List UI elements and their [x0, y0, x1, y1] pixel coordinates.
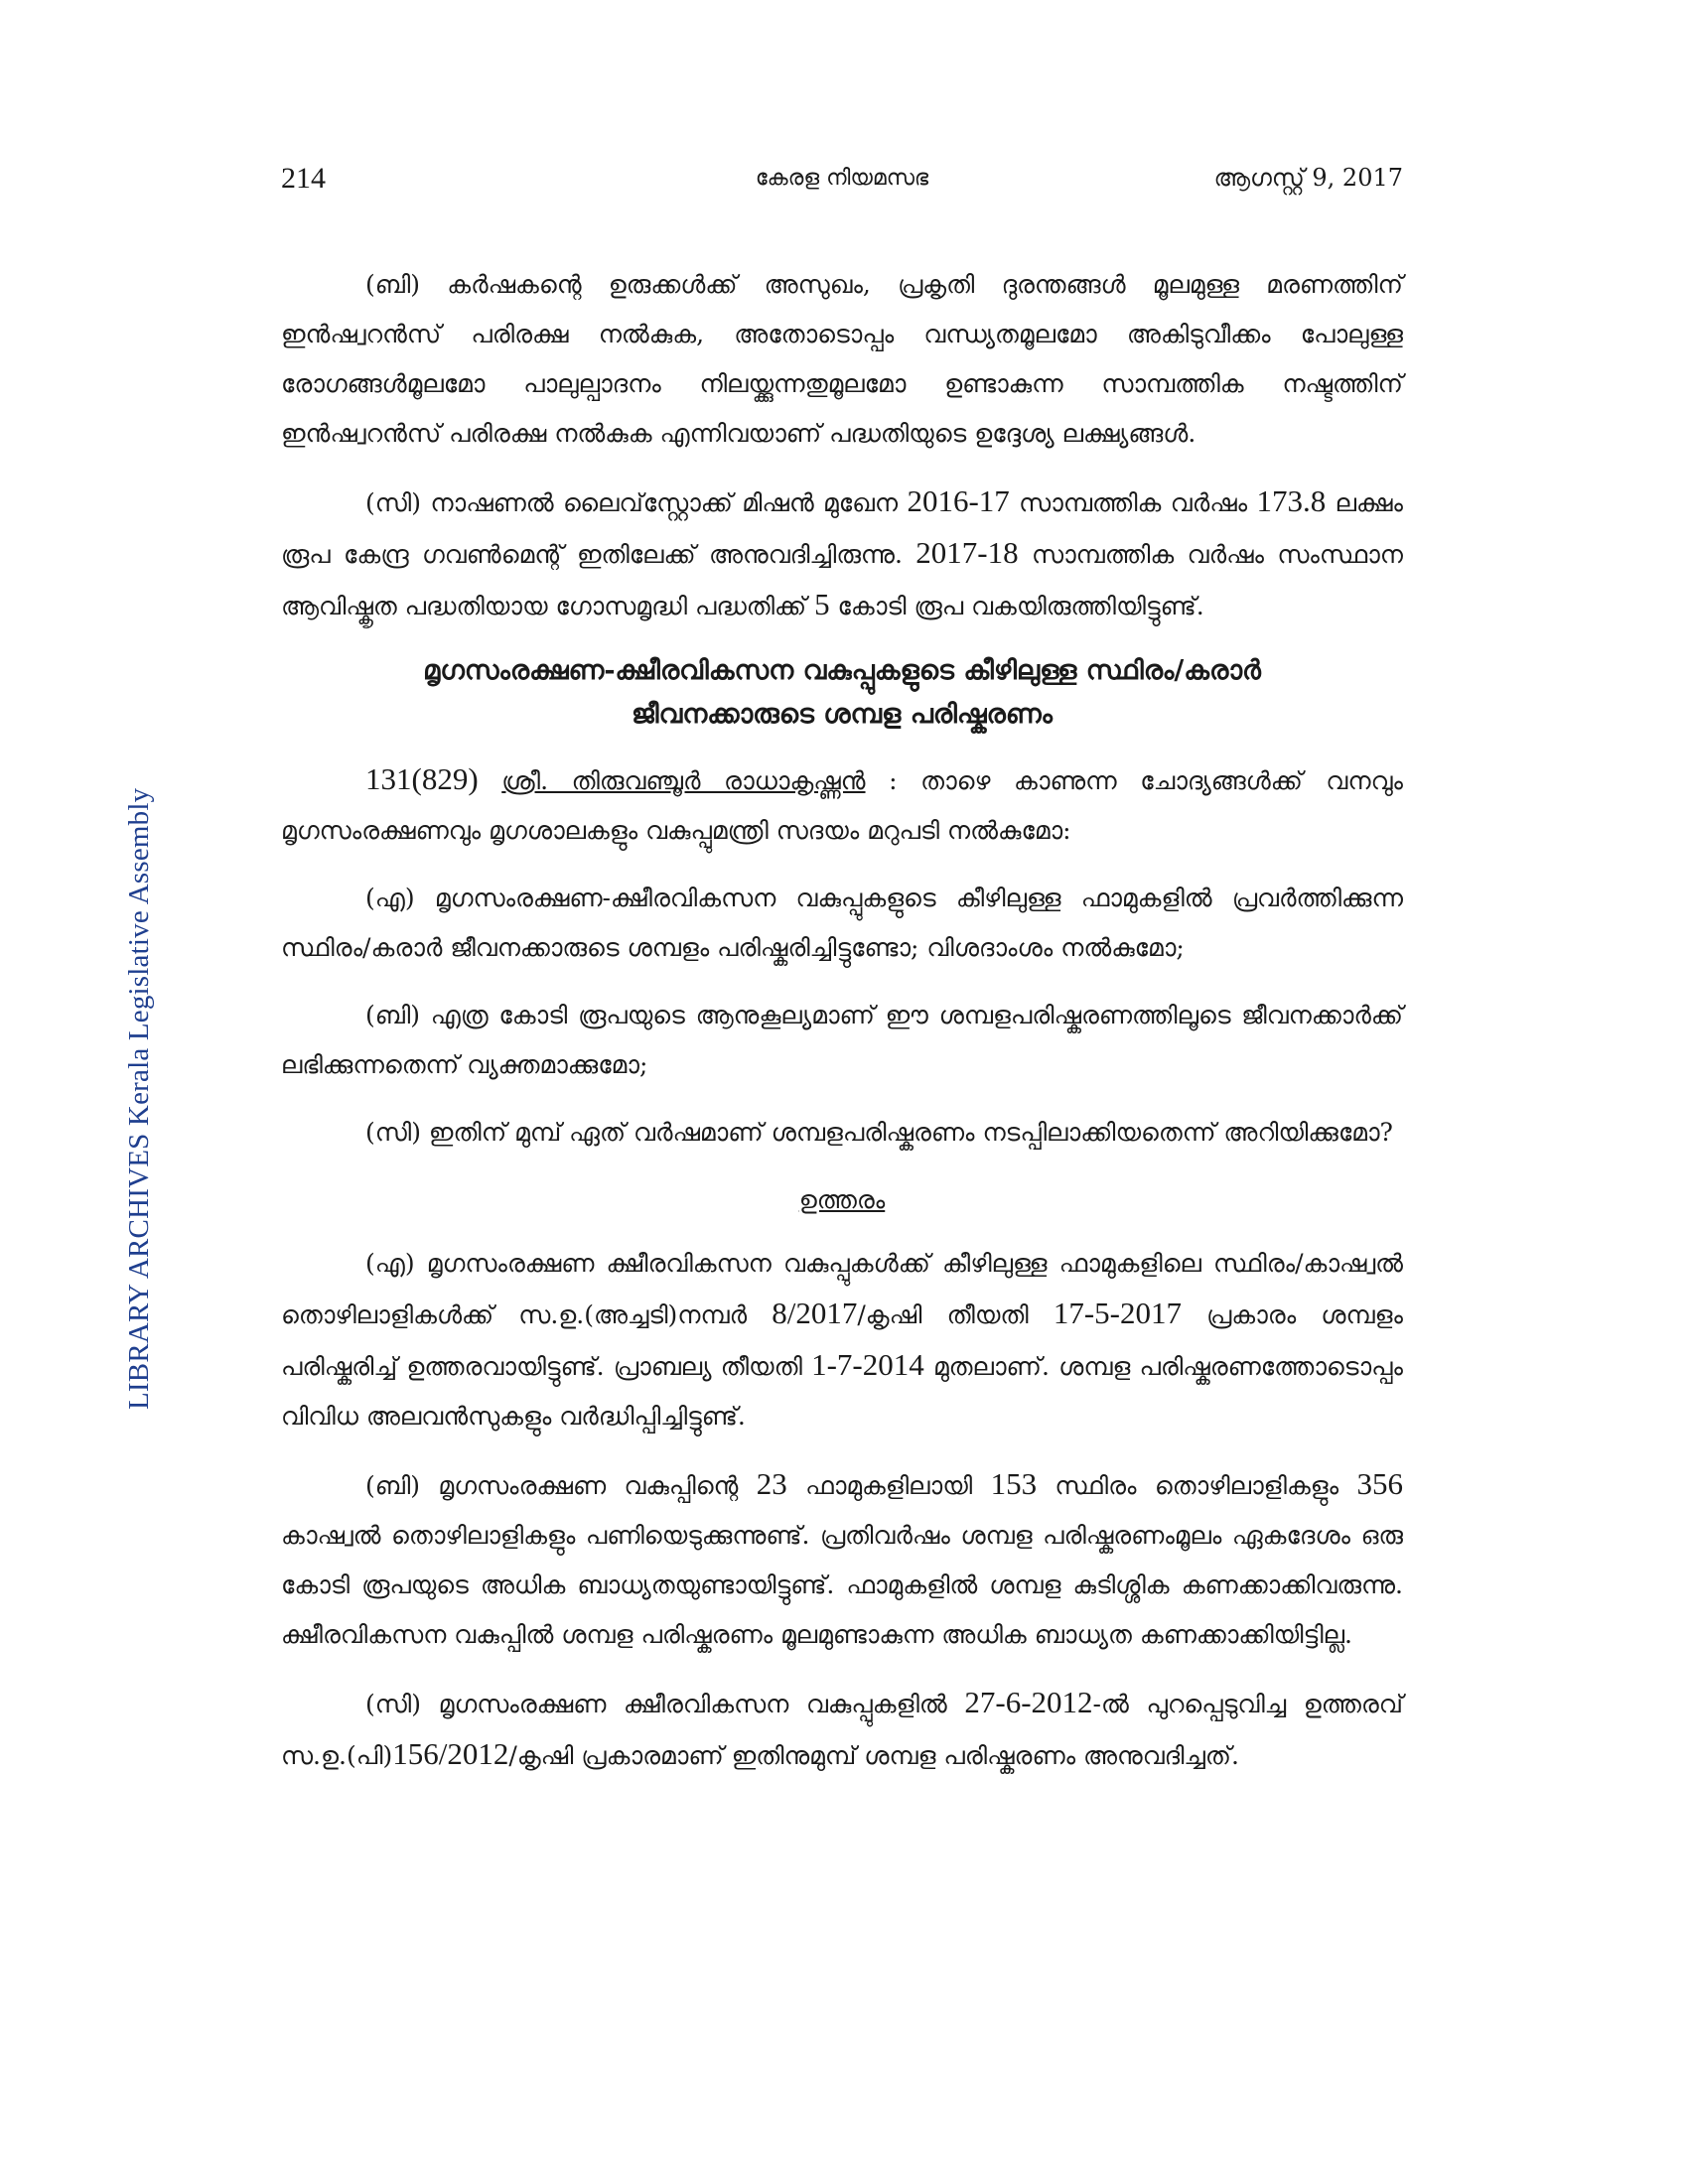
- number-run: 8/2017: [772, 1296, 858, 1330]
- text-run: (സി) നാഷണൽ ലൈവ്‌സ്റ്റോക്ക് മിഷൻ മുഖേന: [365, 488, 908, 517]
- question-a: (എ) മൃഗസംരക്ഷണ-ക്ഷീരവികസന വകുപ്പുകളുടെ കീഴിലുള്ള ഫാമുകളിൽ പ്രവർത്തിക്കുന്ന സ്ഥിരം/കരാർ ജീവനക്കാരുടെ ശമ്പളം പരിഷ്കരിച്ചിട്ടുണ്ടോ; വിശദാംശം നൽകുമോ;: [281, 884, 1403, 962]
- text-run: പ്രകാരം ശമ്പളം പരിഷ്കരിച്ച് ഉത്തരവായിട്ടുണ്ട്. പ്രാബല്യ തീയതി: [281, 1300, 1404, 1381]
- text-run: മുതലാണ്. ശമ്പള പരിഷ്കരണത്തോടൊപ്പം വിവിധ അലവൻസുകളും വർദ്ധിപ്പിച്ചിട്ടുണ്ട്.: [281, 1352, 1403, 1431]
- number-run: 17-5-2017: [1053, 1296, 1182, 1330]
- answer-title: [281, 1175, 1403, 1225]
- text-run: -ൽ പുറപ്പെടുവിച്ച ഉത്തരവ് സ.ഉ.(പി): [281, 1690, 1403, 1770]
- text-run: (ബി) മൃഗസംരക്ഷണ വകുപ്പിന്റെ: [365, 1471, 757, 1500]
- text-run: /കൃഷി തീയതി: [857, 1300, 1054, 1329]
- header-date: ആഗസ്റ്റ് 9, 2017: [1213, 164, 1403, 192]
- previous-answer-c: [281, 477, 1403, 631]
- question-c: (സി) ഇതിന് മുമ്പ് ഏത് വർഷമാണ് ശമ്പളപരിഷ്കരണം നടപ്പിലാക്കിയതെന്ന് അറിയിക്കുമോ?: [365, 1118, 1393, 1147]
- number-run: 23: [756, 1466, 787, 1501]
- question-intro-text: : താഴെ കാണുന്ന ചോദ്യങ്ങൾക്ക് വനവും മൃഗസംരക്ഷണവും മൃഗശാലകളും വകുപ്പുമന്ത്രി സദയം മറുപടി നൽകുമോ:: [281, 766, 1403, 845]
- page-number: 214: [281, 162, 326, 195]
- number-run: 5: [814, 587, 830, 621]
- member-name: ശ്രീ. തിരുവഞ്ചൂർ രാധാകൃഷ്ണൻ: [501, 766, 866, 795]
- text-run: സാമ്പത്തിക വർഷം സംസ്ഥാന ആവിഷ്കൃത പദ്ധതിയായ ഗോസമൃദ്ധി പദ്ധതിക്ക്: [281, 540, 1403, 620]
- number-run: 153: [990, 1466, 1038, 1501]
- text-run: സ്ഥിരം തൊഴിലാളികളും: [1037, 1471, 1357, 1500]
- text-run: (എ) മൃഗസംരക്ഷണ ക്ഷീരവികസന വകുപ്പുകൾക്ക് കീഴിലുള്ള ഫാമുകളിലെ സ്ഥിരം/കാഷ്വൽ തൊഴിലാളികൾക്ക് സ.ഉ.(അച്ചടി)നമ്പർ: [281, 1249, 1403, 1329]
- text-run: ഫാമുകളിലായി: [786, 1471, 991, 1500]
- question-number: 131(829): [365, 761, 479, 796]
- section-heading-line: ജീവനക്കാരുടെ ശമ്പള പരിഷ്കരണം: [632, 699, 1053, 730]
- number-run: 356: [1356, 1466, 1403, 1501]
- text-run: കോടി രൂപ വകയിരുത്തിയിട്ടുണ്ട്.: [829, 592, 1204, 620]
- number-run: 2017-18: [915, 535, 1019, 570]
- previous-answer-b: (ബി) കർഷകന്റെ ഉരുക്കൾക്ക് അസുഖം, പ്രകൃതി ദുരന്തങ്ങൾ മൂലമുള്ള മരണത്തിന് ഇൻഷ്വറൻസ് പരിരക്ഷ നൽകുക, അതോടൊപ്പം വന്ധ്യതമൂലമോ അകിടുവീക്കം പോലുള്ള രോഗങ്ങൾമൂലമോ പാലുല്പാദനം നിലയ്ക്കുന്നതുമൂലമോ ഉണ്ടാകുന്ന സാമ്പത്തിക നഷ്ടത്തിന് ഇൻഷ്വറൻസ് പരിരക്ഷ നൽകുക എന്നിവയാണ് പദ്ധതിയുടെ ഉദ്ദേശ്യ ലക്ഷ്യങ്ങൾ.: [281, 270, 1403, 448]
- answer-b: [281, 1459, 1403, 1660]
- text-run: സാമ്പത്തിക വർഷം: [1009, 488, 1257, 517]
- answer-a: [281, 1239, 1403, 1441]
- text-run: /കൃഷി പ്രകാരമാണ് ഇതിനുമുമ്പ് ശമ്പള പരിഷ്കരണം അനുവദിച്ചത്.: [508, 1741, 1239, 1770]
- header-assembly-name: കേരള നിയമസഭ: [755, 166, 929, 191]
- number-run: 2016-17: [907, 483, 1010, 518]
- page-content: [281, 260, 1403, 1799]
- number-run: 27-6-2012: [964, 1685, 1093, 1719]
- text-run: കാഷ്വൽ തൊഴിലാളികളും പണിയെടുക്കുന്നുണ്ട്. പ്രതിവർഷം ശമ്പള പരിഷ്കരണംമൂലം ഏകദേശം ഒരു കോടി രൂപയുടെ അധിക ബാധ്യതയുണ്ടായിട്ടുണ്ട്. ഫാമുകളിൽ ശമ്പള കുടിശ്ശിക കണക്കാക്കിവരുന്നു. ക്ഷീരവികസന വകുപ്പിൽ ശമ്പള പരിഷ്കരണം മൂലമുണ്ടാകുന്ന അധിക ബാധ്യത കണക്കാക്കിയിട്ടില്ല.: [281, 1521, 1403, 1649]
- answer-title-text: ഉത്തരം: [798, 1185, 886, 1214]
- text-run: (സി) മൃഗസംരക്ഷണ ക്ഷീരവികസന വകുപ്പുകളിൽ: [365, 1690, 965, 1718]
- section-heading: [281, 649, 1403, 737]
- question-b: (ബി) എത്ര കോടി രൂപയുടെ ആനുകൂല്യമാണ് ഈ ശമ്പളപരിഷ്കരണത്തിലൂടെ ജീവനക്കാർക്ക് ലഭിക്കുന്നതെന്ന് വ്യക്തമാക്കുമോ;: [281, 1001, 1403, 1079]
- section-heading-line: മൃഗസംരക്ഷണ-ക്ഷീരവികസന വകുപ്പുകളുടെ കീഴിലുള്ള സ്ഥിരം/കരാർ: [423, 655, 1261, 686]
- answer-c: [281, 1678, 1403, 1781]
- page-header: [281, 162, 1403, 205]
- number-run: 1-7-2014: [811, 1347, 924, 1382]
- archive-watermark: LIBRARY ARCHIVES Kerala Legislative Assembly: [123, 787, 155, 1410]
- question-intro: [281, 754, 1403, 856]
- text-run: ലക്ഷം രൂപ കേന്ദ്ര ഗവൺമെന്റ് ഇതിലേക്ക് അനുവദിച്ചിരുന്നു.: [281, 488, 1403, 569]
- number-run: 173.8: [1256, 483, 1327, 518]
- number-run: 156/2012: [392, 1736, 509, 1771]
